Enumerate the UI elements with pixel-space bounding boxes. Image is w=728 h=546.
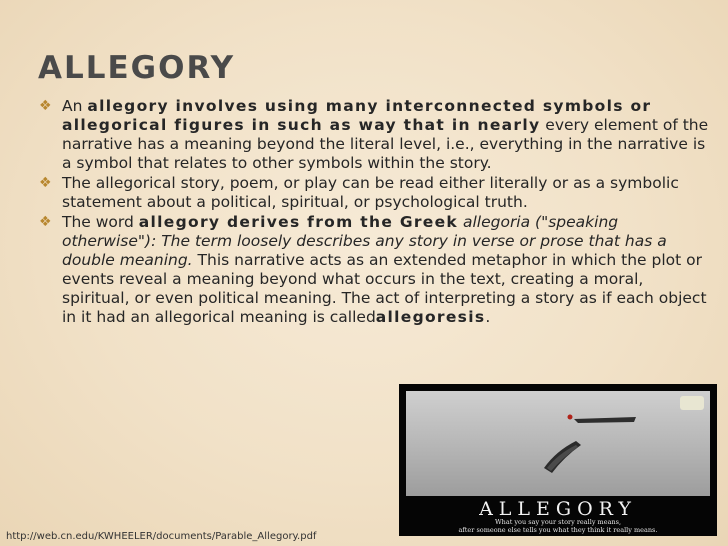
boat-near-icon xyxy=(544,441,581,473)
bullet-end: . xyxy=(485,308,491,326)
bullet-text: The allegorical story, poem, or play can be read either literally or as a symbolic statement about a political, spiritual, or psychological truth. xyxy=(62,174,679,211)
poster-logo xyxy=(680,396,704,410)
bullet-marker-icon: ❖ xyxy=(39,98,52,114)
bullet-lead: The word xyxy=(62,213,134,231)
allegory-poster-image xyxy=(399,384,717,536)
poster-caption xyxy=(399,518,717,534)
boat-illustration xyxy=(406,391,710,496)
bullet-list xyxy=(36,97,714,328)
bullet-emphasis: allegory involves using many interconnected symbols or allegorical figures in such as way that in nearly xyxy=(62,97,652,134)
slide-title: ALLEGORY xyxy=(38,50,236,86)
bullet-italic: allegoria ("speaking otherwise"): The term loosely describes any story in verse or prose that has a double meaning. xyxy=(62,213,667,269)
source-citation: http://web.cn.edu/KWHEELER/documents/Parable_Allegory.pdf xyxy=(6,531,317,542)
poster-photo xyxy=(406,391,710,496)
bullet-text: every element of the narrative has a meaning beyond the literal level, i.e., everything in the narrative is a symbol that relates to other symbols within the story. xyxy=(62,116,709,172)
bullet-emphasis-end: allegoresis xyxy=(375,308,486,326)
bullet-lead: An xyxy=(62,97,83,115)
bullet-text: This narrative acts as an extended metaphor in which the plot or events reveal a meaning beyond what occurs in the text, creating a moral, spiritual, or even political meaning. The act of interpreting a story as if each object in it had an allegorical meaning is called xyxy=(62,251,707,326)
bullet-item xyxy=(36,213,714,327)
bullet-marker-icon: ❖ xyxy=(39,175,52,191)
poster-caption-line: after someone else tells you what they think it really means. xyxy=(458,526,658,534)
boat-far-icon xyxy=(568,415,637,424)
bullet-emphasis: allegory derives from the Greek xyxy=(138,213,459,231)
poster-title: ALLEGORY xyxy=(479,498,637,520)
bullet-item xyxy=(36,174,714,212)
bullet-item xyxy=(36,97,714,173)
poster-caption-line: What you say your story really means, xyxy=(494,518,622,526)
bullet-marker-icon: ❖ xyxy=(39,214,52,230)
